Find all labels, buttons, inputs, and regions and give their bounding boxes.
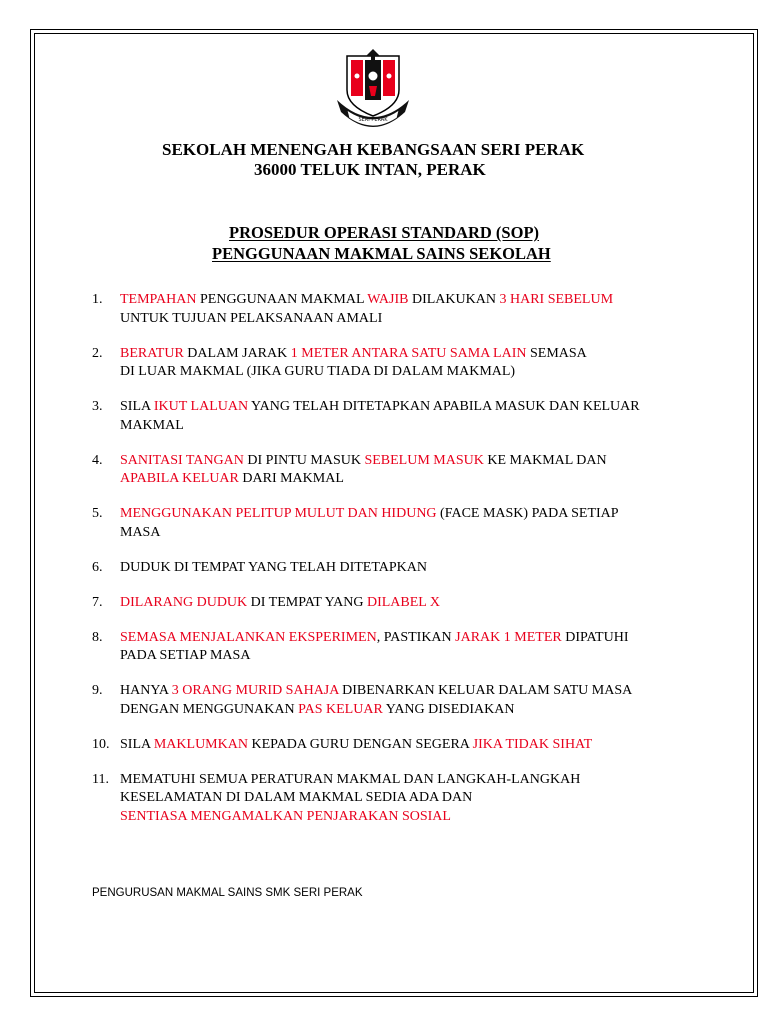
sop-rule-text (120, 345, 722, 382)
sop-rule-text (120, 559, 722, 578)
sop-rule-item (92, 345, 722, 382)
sop-rule-number: 3. (92, 399, 103, 414)
sop-rule-text (120, 291, 722, 328)
sop-rule-highlight: MAKLUMKAN (153, 736, 248, 752)
sop-rule-number: 9. (92, 683, 103, 698)
sop-rule-highlight: 1 METER ANTARA SATU SAMA LAIN (290, 345, 527, 361)
sop-title-line2: PENGGUNAAN MAKMAL SAINS SEKOLAH (212, 244, 551, 263)
sop-rule-text (120, 398, 722, 435)
sop-rule-number: 7. (92, 594, 103, 610)
sop-rule-highlight: JARAK 1 METER (455, 629, 562, 645)
sop-rule-highlight: SEBELUM MASUK (364, 452, 484, 468)
sop-rule-segment: KESELAMATAN DI DALAM MAKMAL SEDIA ADA DAN (120, 790, 473, 805)
sop-rule-segment: DALAM JARAK (183, 345, 291, 361)
sop-rule-highlight: 3 HARI SEBELUM (499, 292, 614, 307)
sop-rule-number: 10. (92, 736, 110, 752)
sop-rule-number: 8. (92, 629, 103, 645)
sop-rule-segment: DI PINTU MASUK (243, 452, 365, 468)
sop-rule-number: 6. (92, 559, 103, 575)
sop-rule-item (92, 594, 722, 613)
sop-rule-item (92, 559, 722, 578)
sop-rule-segment: PADA SETIAP MASA (120, 648, 251, 663)
sop-rule-text (120, 505, 722, 542)
sop-rule-segment: (FACE MASK) PADA SETIAP (436, 506, 619, 521)
sop-rule-number: 4. (92, 452, 103, 468)
sop-rule-highlight: TEMPAHAN (120, 292, 197, 307)
sop-rule-highlight: DILABEL X (366, 594, 440, 610)
sop-rule-highlight: JIKA TIDAK SIHAT (472, 736, 593, 752)
sop-rule-segment: SEMASA (526, 345, 587, 361)
sop-rule-item (92, 291, 722, 328)
sop-rule-item (92, 771, 722, 827)
sop-rule-segment: , PASTIKAN (376, 629, 456, 645)
sop-rule-segment: DIBENARKAN KELUAR DALAM SATU MASA (338, 683, 633, 698)
sop-rule-segment: DI TEMPAT YANG (247, 594, 367, 610)
sop-rules-list (92, 291, 722, 843)
sop-rule-highlight: SEMASA MENJALANKAN EKSPERIMEN (120, 629, 377, 645)
sop-rule-segment: DUDUK DI TEMPAT YANG TELAH DITETAPKAN (120, 559, 428, 575)
sop-rule-highlight: IKUT LALUAN (153, 399, 249, 414)
sop-rule-item (92, 736, 722, 755)
school-header (162, 140, 584, 180)
sop-rule-text (120, 736, 722, 755)
sop-rule-item (92, 398, 722, 435)
sop-title (212, 222, 551, 264)
sop-rule-segment: SILA (120, 736, 154, 752)
footer-signature: PENGURUSAN MAKMAL SAINS SMK SERI PERAK (92, 887, 363, 899)
sop-rule-segment: YANG DISEDIAKAN (382, 701, 515, 717)
school-crest-logo (333, 46, 413, 130)
sop-rule-segment: DI LUAR MAKMAL (JIKA GURU TIADA DI DALAM MAKMAL) (120, 364, 516, 379)
sop-rule-highlight: SANITASI TANGAN (120, 452, 244, 468)
sop-rule-text (120, 771, 722, 827)
sop-rule-highlight: APABILA KELUAR (120, 471, 239, 486)
sop-rule-highlight: PAS KELUAR (298, 701, 383, 717)
sop-rule-segment: MEMATUHI SEMUA PERATURAN MAKMAL DAN LANGKAH-LANGKAH (120, 771, 581, 787)
sop-rule-text (120, 682, 722, 719)
sop-rule-segment: MASA (120, 524, 161, 540)
sop-rule-segment: UNTUK TUJUAN PELAKSANAAN AMALI (120, 310, 383, 326)
sop-rule-highlight: WAJIB (367, 292, 409, 307)
sop-rule-segment: KE MAKMAL DAN (483, 452, 607, 468)
sop-rule-highlight: MENGGUNAKAN PELITUP MULUT DAN HIDUNG (120, 506, 437, 521)
sop-rule-item (92, 629, 722, 666)
sop-rule-item (92, 452, 722, 489)
sop-rule-number: 1. (92, 292, 103, 307)
sop-rule-item (92, 682, 722, 719)
school-address: 36000 TELUK INTAN, PERAK (254, 160, 486, 179)
sop-rule-highlight: DILARANG DUDUK (120, 594, 248, 610)
sop-rule-text (120, 452, 722, 489)
sop-rule-segment: MAKMAL (120, 417, 184, 433)
sop-rule-segment: DILAKUKAN (408, 292, 500, 307)
sop-rule-item (92, 505, 722, 542)
sop-rule-segment: DIPATUHI (561, 629, 629, 645)
sop-rule-number: 5. (92, 506, 103, 521)
sop-rule-number: 11. (92, 771, 109, 787)
sop-rule-segment: HANYA (120, 683, 172, 698)
sop-rule-highlight: 3 ORANG MURID SAHAJA (171, 683, 339, 698)
sop-rule-segment: PENGGUNAAN MAKMAL (196, 292, 368, 307)
sop-rule-number: 2. (92, 345, 103, 361)
sop-rule-text (120, 594, 722, 613)
sop-rule-segment: KEPADA GURU DENGAN SEGERA (247, 736, 473, 752)
sop-rule-segment: YANG TELAH DITETAPKAN APABILA MASUK DAN KELUAR (248, 399, 640, 414)
sop-rule-text (120, 629, 722, 666)
sop-rule-highlight: SENTIASA MENGAMALKAN PENJARAKAN SOSIAL (120, 808, 451, 824)
sop-rule-segment: SILA (120, 399, 154, 414)
sop-rule-segment: DARI MAKMAL (238, 471, 344, 486)
sop-rule-highlight: BERATUR (120, 345, 184, 361)
sop-rule-segment: DENGAN MENGGUNAKAN (120, 701, 299, 717)
sop-title-line1: PROSEDUR OPERASI STANDARD (SOP) (229, 223, 540, 242)
logo-motto: SERI PERAK (358, 117, 388, 123)
school-name: SEKOLAH MENENGAH KEBANGSAAN SERI PERAK (162, 140, 585, 159)
